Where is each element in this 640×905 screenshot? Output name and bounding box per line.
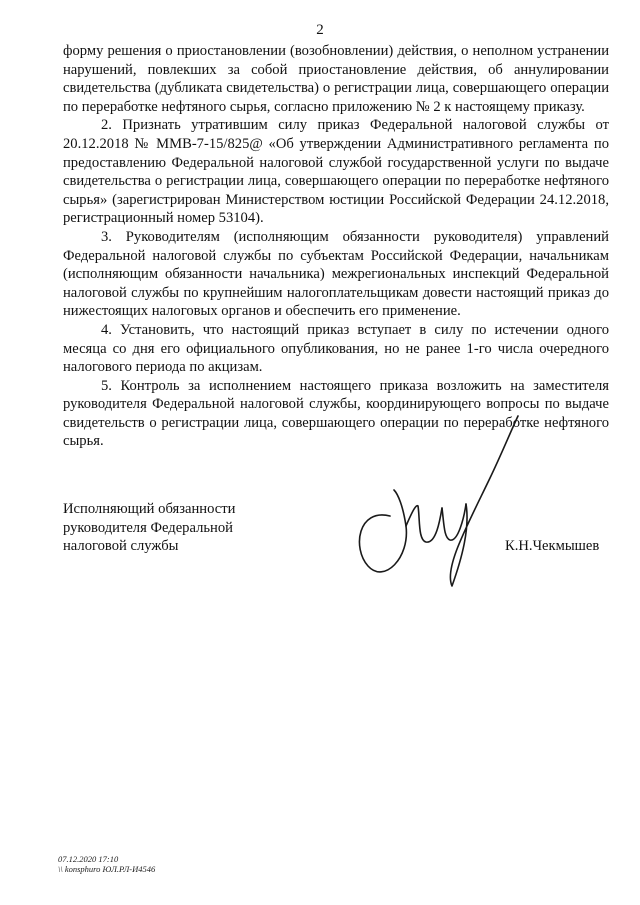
paragraph-1-continuation: форму решения о приостановлении (возобновлении) действия, о неполном устранении нарушений, повлекших за собой приостановление действия, об аннулировании свидетельства (дубликата свидетельства) о регистрации лица, совершающего операции по переработке нефтяного сырья, согласно приложению № 2 к настоящему приказу. — [63, 43, 609, 115]
signer-position-line: Исполняющий обязанности — [63, 501, 236, 517]
document-body — [63, 42, 609, 451]
paragraph-2: 2. Признать утратившим силу приказ Федеральной налоговой службы от 20.12.2018 № ММВ-7-15/825@ «Об утверждении Административного регламента по предоставлению Федеральной налоговой службой государственной услуги по выдаче свидетельства о регистрации лица, совершающего операции по переработке нефтяного сырья» (зарегистрирован Министерством юстиции Российской Федерации 24.12.2018, регистрационный номер 53104). — [63, 117, 609, 227]
handwritten-signature — [340, 408, 540, 598]
signer-position-line: руководителя Федеральной — [63, 519, 233, 536]
paragraph-3: 3. Руководителям (исполняющим обязанности руководителя) управлений Федеральной налоговой службы по субъектам Российской Федерации, начальникам (исполняющим обязанности начальника) межрегиональных инспекций Федеральной налоговой службы по крупнейшим налогоплательщикам довести настоящий приказ до нижестоящих налоговых органов и обеспечить его применение. — [63, 228, 609, 320]
document-footer — [58, 854, 155, 874]
footer-file-reference: \\ konsphuro ЮЛ.РЛ-И4546 — [58, 864, 156, 874]
signer-name: К.Н.Чекмышев — [505, 538, 600, 554]
paragraph-4: 4. Установить, что настоящий приказ вступает в силу по истечении одного месяца со дня его официального опубликования, но не ранее 1-го числа очередного налогового периода по акцизам. — [63, 321, 609, 376]
page-number: 2 — [316, 22, 324, 38]
signer-position — [63, 500, 283, 556]
signer-position-line: налоговой службы — [63, 538, 179, 555]
paragraph-5: 5. Контроль за исполнением настоящего приказа возложить на заместителя руководителя Федеральной налоговой службы, координирующего вопросы по выдаче свидетельств о регистрации лица, совершающего операции по переработке нефтяного сырья. — [63, 377, 609, 450]
footer-timestamp: 07.12.2020 17:10 — [58, 854, 119, 864]
